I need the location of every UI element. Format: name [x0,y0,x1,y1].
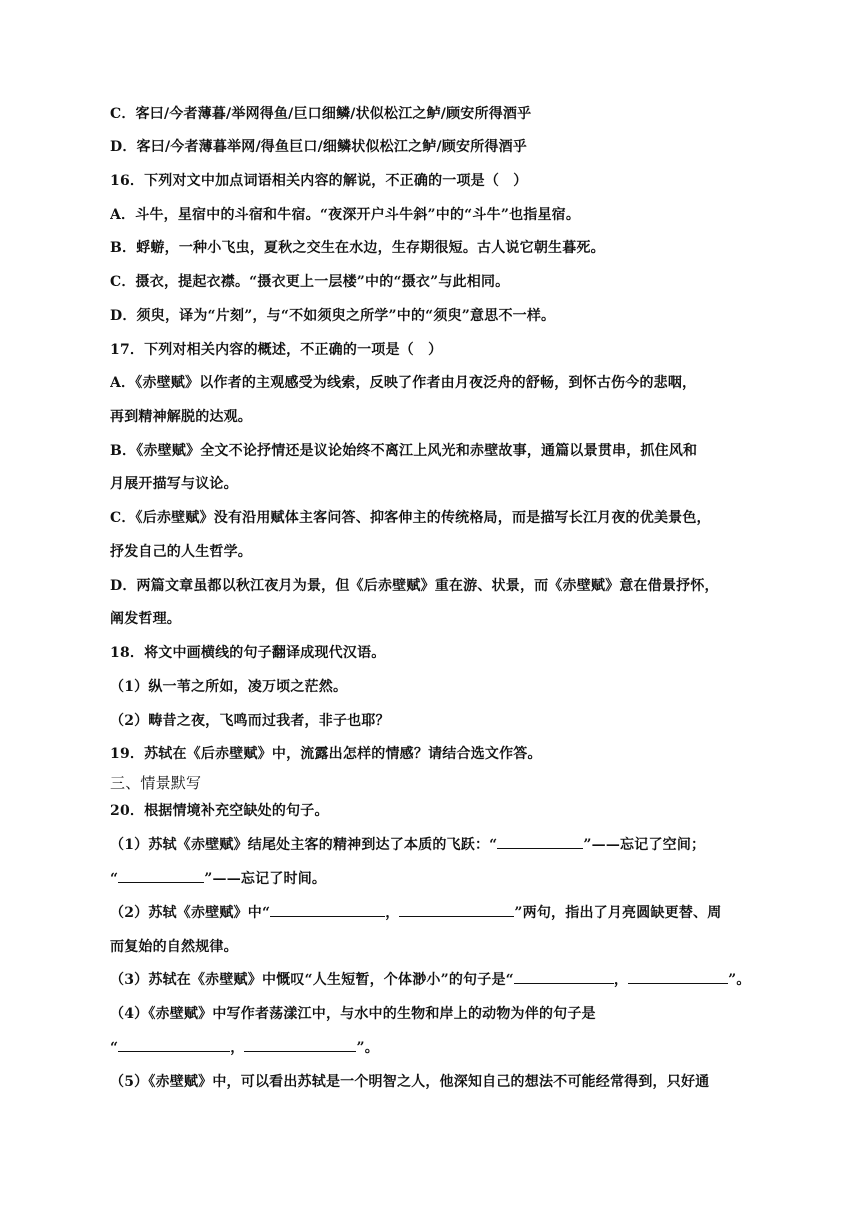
question-18-part2: （2）畴昔之夜，飞鸣而过我者，非子也耶？ [110,713,390,729]
text: ”——忘记了时间。 [204,871,327,887]
blank-field[interactable] [628,970,728,984]
blank-field[interactable] [270,903,385,917]
blank-field[interactable] [118,869,204,883]
question-16: 16．下列对文中加点词语相关内容的解说，不正确的一项是（ ） [110,173,528,189]
option-c-q17-line1: C．《后赤壁赋》没有沿用赋体主客问答、抑客伸主的传统格局，而是描写长江月夜的优美景色， [110,510,711,526]
option-c-q17-line2: 抒发自己的人生哲学。 [110,544,252,560]
option-c-q16: C．摄衣，提起衣襟。“摄衣更上一层楼”中的“摄衣”与此相同。 [110,274,510,290]
question-20-part2-line1 [110,903,760,923]
blank-field[interactable] [118,1038,230,1052]
blank-field[interactable] [514,970,614,984]
text: ， [613,972,629,988]
option-a-q17-line2: 再到精神解脱的达观。 [110,409,252,425]
option-d-q15: D．客曰/今者薄暮举网/得鱼巨口/细鳞状似松江之鲈/顾安所得酒乎 [110,139,527,155]
question-20-part4-line1: （4）《赤壁赋》中写作者荡漾江中，与水中的生物和岸上的动物为伴的句子是 [110,1006,596,1022]
text: ”。 [728,972,751,988]
text: （2）苏轼《赤壁赋》中“ [110,905,271,921]
question-19: 19．苏轼在《后赤壁赋》中，流露出怎样的情感？请结合选文作答。 [110,746,542,762]
text: ， [385,905,400,921]
text: “ [110,1040,119,1056]
text: ， [230,1040,245,1056]
question-17: 17．下列对相关内容的概述，不正确的一项是（ ） [110,342,443,358]
option-b-q16: B．蜉蝣，一种小飞虫，夏秋之交生在水边，生存期很短。古人说它朝生暮死。 [110,240,605,256]
question-20-part5: （5）《赤壁赋》中，可以看出苏轼是一个明智之人，他深知自己的想法不可能经常得到，只好通 [110,1074,710,1090]
question-18-part1: （1）纵一苇之所如，凌万顷之茫然。 [110,679,348,695]
option-b-q17-line1: B．《赤壁赋》全文不论抒情还是议论始终不离江上风光和赤壁故事，通篇以景贯串，抓住风和 [110,443,698,459]
blank-field[interactable] [244,1038,356,1052]
question-18: 18．将文中画横线的句子翻译成现代汉语。 [110,645,386,661]
question-20-part4-line2 [110,1038,760,1058]
option-d-q16: D．须臾，译为“片刻”，与“不如须臾之所学”中的“须臾”意思不一样。 [110,308,556,324]
blank-field[interactable] [399,903,514,917]
text: ”——忘记了空间； [583,837,706,853]
question-20-part1-line2 [110,869,760,889]
section-heading-3: 三、情景默写 [110,774,202,792]
option-d-q17-line1: D．两篇文章虽都以秋江夜月为景，但《后赤壁赋》重在游、状景，而《赤壁赋》意在借景抒怀， [110,578,719,594]
text: “ [110,871,119,887]
question-20-part3 [110,970,760,990]
question-20-part2-line2: 而复始的自然规律。 [110,939,238,955]
question-20: 20．根据情境补充空缺处的句子。 [110,803,329,819]
question-20-part1-line1 [110,835,760,855]
option-c-q15: C．客曰/今者薄暮/举网得鱼/巨口细鳞/状似松江之鲈/顾安所得酒乎 [110,106,532,122]
blank-field[interactable] [497,835,583,849]
option-b-q17-line2: 月展开描写与议论。 [110,476,238,492]
text: ”两句，指出了月亮圆缺更替、周 [514,905,722,921]
option-a-q16: A．斗牛，星宿中的斗宿和牛宿。“夜深开户斗牛斜”中的“斗牛”也指星宿。 [110,207,581,223]
text: （1）苏轼《赤壁赋》结尾处主客的精神到达了本质的飞跃：“ [110,837,498,853]
text: （3）苏轼在《赤壁赋》中慨叹“人生短暂，个体渺小”的句子是“ [110,972,514,988]
option-d-q17-line2: 阐发哲理。 [110,611,181,627]
option-a-q17-line1: A．《赤壁赋》以作者的主观感受为线索，反映了作者由月夜泛舟的舒畅，到怀古伤今的悲咽， [110,375,697,391]
text: ”。 [356,1040,379,1056]
